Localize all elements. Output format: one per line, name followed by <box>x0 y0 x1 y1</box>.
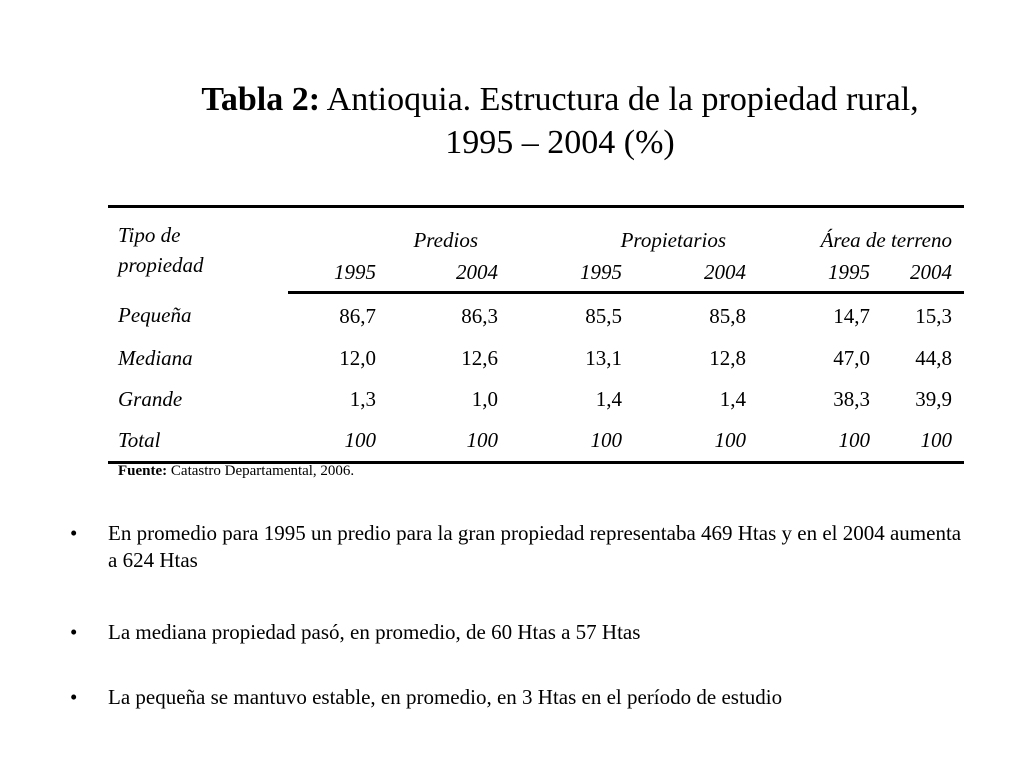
table-cell: 39,9 <box>915 387 952 411</box>
table-row <box>108 293 964 339</box>
table-row <box>108 338 964 379</box>
list-item <box>70 520 970 574</box>
table-cell: 100 <box>376 420 498 463</box>
header-group-predios: Predios <box>288 207 498 254</box>
table-cell: 100 <box>498 420 622 463</box>
table-cell: 15,3 <box>915 303 952 328</box>
table-header-groups <box>108 207 964 254</box>
header-group-propietarios: Propietarios <box>498 207 746 254</box>
bullet-icon: • <box>70 685 78 709</box>
table-cell: 86,3 <box>461 303 498 328</box>
bullet-text: La mediana propiedad pasó, en promedio, de 60 Htas a 57 Htas <box>108 620 641 644</box>
row-label: Mediana <box>118 346 193 370</box>
header-group-area: Área de terreno <box>746 207 964 254</box>
table-cell: 47,0 <box>833 346 870 370</box>
table-cell: 13,1 <box>585 346 622 370</box>
bullet-text: La pequeña se mantuvo estable, en promedio, en 3 Htas en el período de estudio <box>108 685 783 709</box>
source-text: Catastro Departamental, 2006. <box>167 463 355 479</box>
header-tipo-propiedad <box>108 207 288 293</box>
bullet-list <box>70 520 970 711</box>
header-year: 2004 <box>870 253 964 293</box>
table-cell: 12,8 <box>709 346 746 370</box>
table-row <box>108 379 964 420</box>
table-cell: 85,8 <box>709 303 746 328</box>
row-label: Pequeña <box>118 302 192 327</box>
header-year: 1995 <box>498 253 622 293</box>
slide-title <box>180 78 940 164</box>
source-label: Fuente: <box>118 463 168 479</box>
table-cell: 12,0 <box>339 346 376 370</box>
title-text: Antioquia. Estructura de la propiedad rural, <box>320 81 919 118</box>
list-item <box>70 619 970 646</box>
title-line-2: 1995 – 2004 (%) <box>445 124 675 161</box>
bullet-text: En promedio para 1995 un predio para la gran propiedad representaba 469 Htas y en el 2004 aumenta a 624 Htas <box>108 521 962 572</box>
table-cell: 100 <box>746 420 870 463</box>
table-cell: 1,3 <box>349 387 376 411</box>
table-cell: 86,7 <box>339 303 376 328</box>
table-row <box>108 420 964 463</box>
property-structure-table <box>108 205 964 464</box>
header-tipo-line1: Tipo de <box>118 223 181 248</box>
table-cell: 1,0 <box>471 387 498 411</box>
table-cell: 38,3 <box>833 387 870 411</box>
header-year: 1995 <box>746 253 870 293</box>
table-source-note <box>118 463 354 480</box>
table-cell: 44,8 <box>915 346 952 370</box>
header-year: 2004 <box>376 253 498 293</box>
table-cell: 85,5 <box>585 303 622 328</box>
table-cell: 12,6 <box>461 346 498 370</box>
title-line-1 <box>180 78 940 121</box>
row-label: Total <box>108 420 288 463</box>
row-label: Grande <box>118 387 183 411</box>
table-cell: 1,4 <box>595 387 622 411</box>
bullet-icon: • <box>70 521 78 545</box>
header-tipo-line2: propiedad <box>118 253 204 278</box>
title-table-number: Tabla 2: <box>201 81 321 118</box>
list-item <box>70 684 970 711</box>
table-cell: 1,4 <box>719 387 746 411</box>
table-cell: 14,7 <box>833 303 870 328</box>
table-cell: 100 <box>622 420 746 463</box>
table-cell: 100 <box>870 420 964 463</box>
table-cell: 100 <box>288 420 376 463</box>
header-year: 2004 <box>622 253 746 293</box>
bullet-icon: • <box>70 620 78 644</box>
header-year: 1995 <box>288 253 376 293</box>
